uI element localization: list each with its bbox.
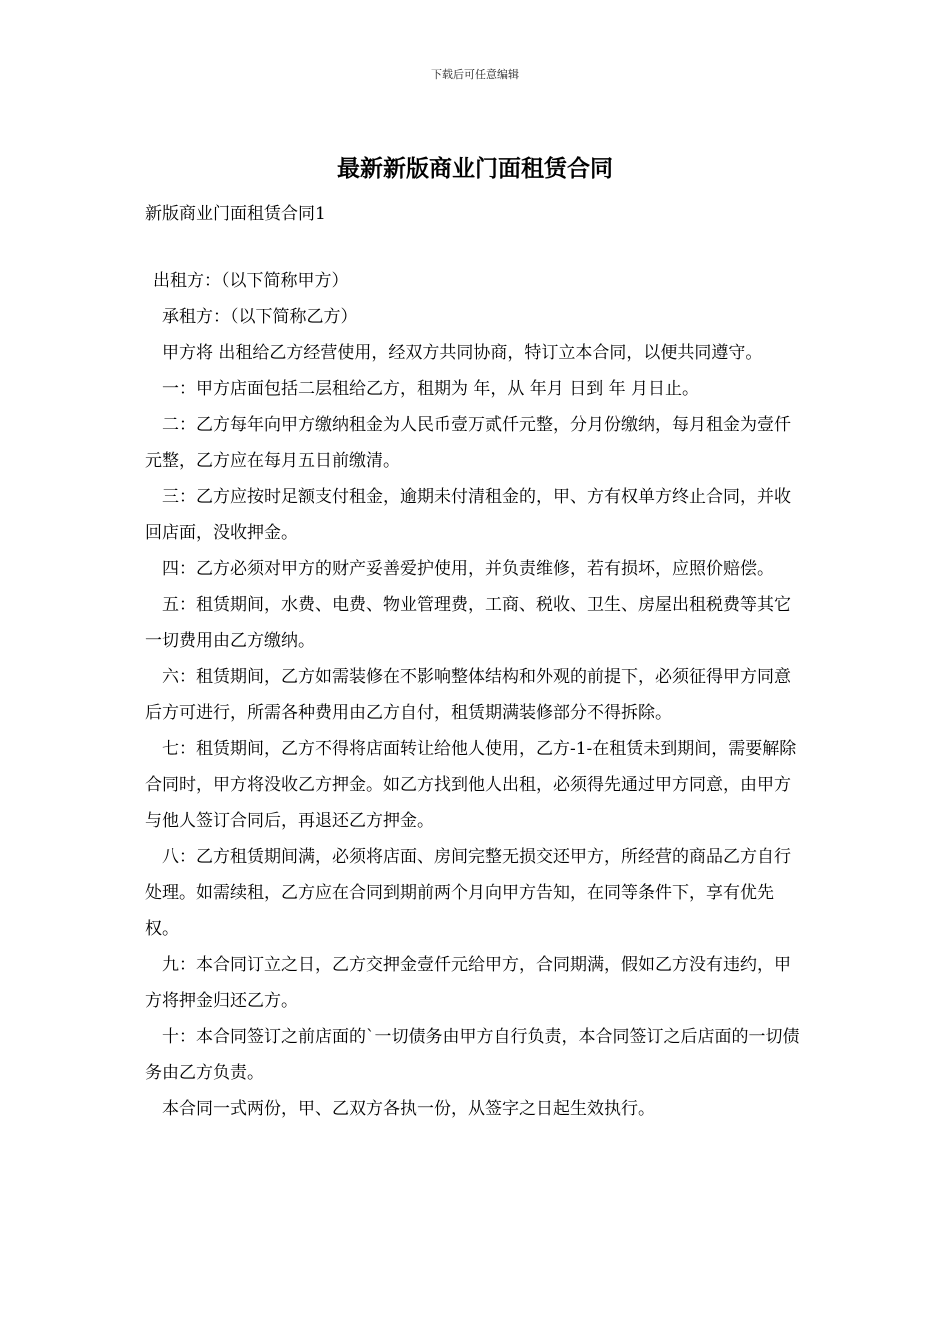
document-subtitle: 新版商业门面租赁合同1 bbox=[145, 204, 326, 224]
clause-3: 三：乙方应按时足额支付租金，逾期未付清租金的，甲、方有权单方终止合同，并收回店面，没收押金。 bbox=[145, 487, 791, 543]
clause-2: 二：乙方每年向甲方缴纳租金为人民币壹万贰仟元整，分月份缴纳，每月租金为壹仟元整，乙方应在每月五日前缴清。 bbox=[145, 415, 791, 471]
closing-paragraph: 本合同一式两份，甲、乙双方各执一份，从签字之日起生效执行。 bbox=[162, 1099, 655, 1119]
clause-8: 八：乙方租赁期间满，必须将店面、房间完整无损交还甲方，所经营的商品乙方自行处理。如需续租，乙方应在合同到期前两个月向甲方告知，在同等条件下，享有优先权。 bbox=[145, 847, 791, 939]
clause-6: 六：租赁期间，乙方如需装修在不影响整体结构和外观的前提下，必须征得甲方同意后方可进行，所需各种费用由乙方自付，租赁期满装修部分不得拆除。 bbox=[145, 667, 791, 723]
clause-9: 九：本合同订立之日，乙方交押金壹仟元给甲方，合同期满，假如乙方没有违约，甲方将押金归还乙方。 bbox=[145, 955, 791, 1011]
clause-4: 四：乙方必须对甲方的财产妥善爱护使用，并负责维修，若有损坏，应照价赔偿。 bbox=[162, 559, 774, 579]
party-lessor: 出租方：（以下简称甲方） bbox=[153, 271, 349, 291]
clause-10: 十：本合同签订之前店面的`一切债务由甲方自行负责，本合同签订之后店面的一切债务由乙方负责。 bbox=[145, 1027, 800, 1083]
clause-1: 一：甲方店面包括二层租给乙方，租期为 年，从 年月 日到 年 月日止。 bbox=[162, 379, 700, 399]
contract-body bbox=[145, 263, 807, 1127]
clause-5: 五：租赁期间，水费、电费、物业管理费，工商、税收、卫生、房屋出租税费等其它一切费用由乙方缴纳。 bbox=[145, 595, 791, 651]
preamble-paragraph: 甲方将 出租给乙方经营使用，经双方共同协商，特订立本合同，以便共同遵守。 bbox=[162, 343, 763, 363]
page-header-note: 下载后可任意编辑 bbox=[431, 68, 519, 81]
clause-7: 七：租赁期间，乙方不得将店面转让给他人使用，乙方-1-在租赁未到期间，需要解除合同时，甲方将没收乙方押金。如乙方找到他人出租，必须得先通过甲方同意，由甲方与他人签订合同后，再退还乙方押金。 bbox=[145, 739, 797, 831]
party-lessee: 承租方：（以下简称乙方） bbox=[162, 307, 358, 327]
document-title: 最新新版商业门面租赁合同 bbox=[337, 155, 613, 182]
